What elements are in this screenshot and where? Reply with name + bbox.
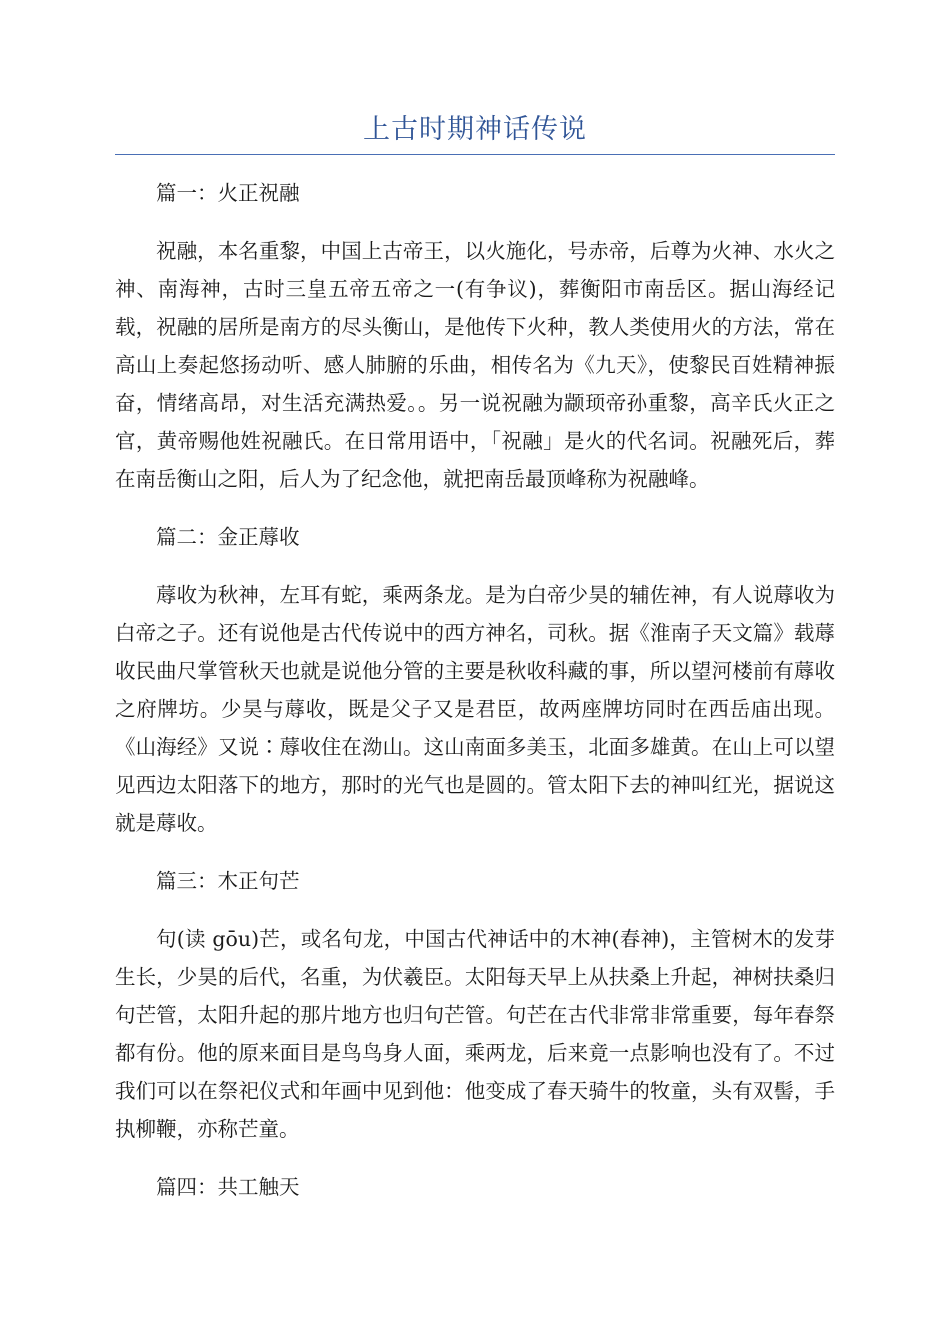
section-paragraph-2: 蓐收为秋神，左耳有蛇，乘两条龙。是为白帝少昊的辅佐神，有人说蓐收为白帝之子。还有说他是古代传说中的西方神名，司秋。据《淮南子天文篇》载蓐收民曲尺掌管秋天也就是说他分管的主要是秋收科藏的事，所以望河楼前有蓐收之府牌坊。少昊与蓐收，既是父子又是君臣，故两座牌坊同时在西岳庙出现。《山海经》又说∶蓐收住在泑山。这山南面多美玉，北面多雄黄。在山上可以望见西边太阳落下的地方，那时的光气也是圆的。管太阳下去的神叫红光，据说这就是蓐收。	[115, 583, 835, 835]
document-title: 上古时期神话传说	[363, 114, 587, 145]
title-underline	[115, 154, 835, 155]
section-heading-2: 篇二：金正蓐收	[156, 525, 300, 549]
document-body	[115, 174, 835, 1226]
section-heading-3: 篇三：木正句芒	[156, 869, 300, 893]
section-paragraph-3: 句(读 gōu)芒，或名句龙，中国古代神话中的木神(春神)，主管树木的发芽生长，少昊的后代，名重，为伏羲臣。太阳每天早上从扶桑上升起，神树扶桑归句芒管，太阳升起的那片地方也归句芒管。句芒在古代非常非常重要，每年春祭都有份。他的原来面目是鸟鸟身人面，乘两龙，后来竟一点影响也没有了。不过我们可以在祭祀仪式和年画中见到他：他变成了春天骑牛的牧童，头有双髻，手执柳鞭，亦称芒童。	[115, 927, 835, 1141]
section-heading-4: 篇四：共工触天	[156, 1175, 300, 1199]
section-paragraph-1: 祝融，本名重黎，中国上古帝王，以火施化，号赤帝，后尊为火神、水火之神、南海神，古时三皇五帝五帝之一(有争议)，葬衡阳市南岳区。据山海经记载，祝融的居所是南方的尽头衡山，是他传下火种，教人类使用火的方法，常在高山上奏起悠扬动听、感人肺腑的乐曲，相传名为《九天》，使黎民百姓精神振奋，情绪高昂，对生活充满热爱。。另一说祝融为颛顼帝孙重黎，高辛氏火正之官，黄帝赐他姓祝融氏。在日常用语中，「祝融」是火的代名词。祝融死后，葬在南岳衡山之阳，后人为了纪念他，就把南岳最顶峰称为祝融峰。	[115, 239, 835, 491]
section-heading-1: 篇一：火正祝融	[156, 181, 300, 205]
